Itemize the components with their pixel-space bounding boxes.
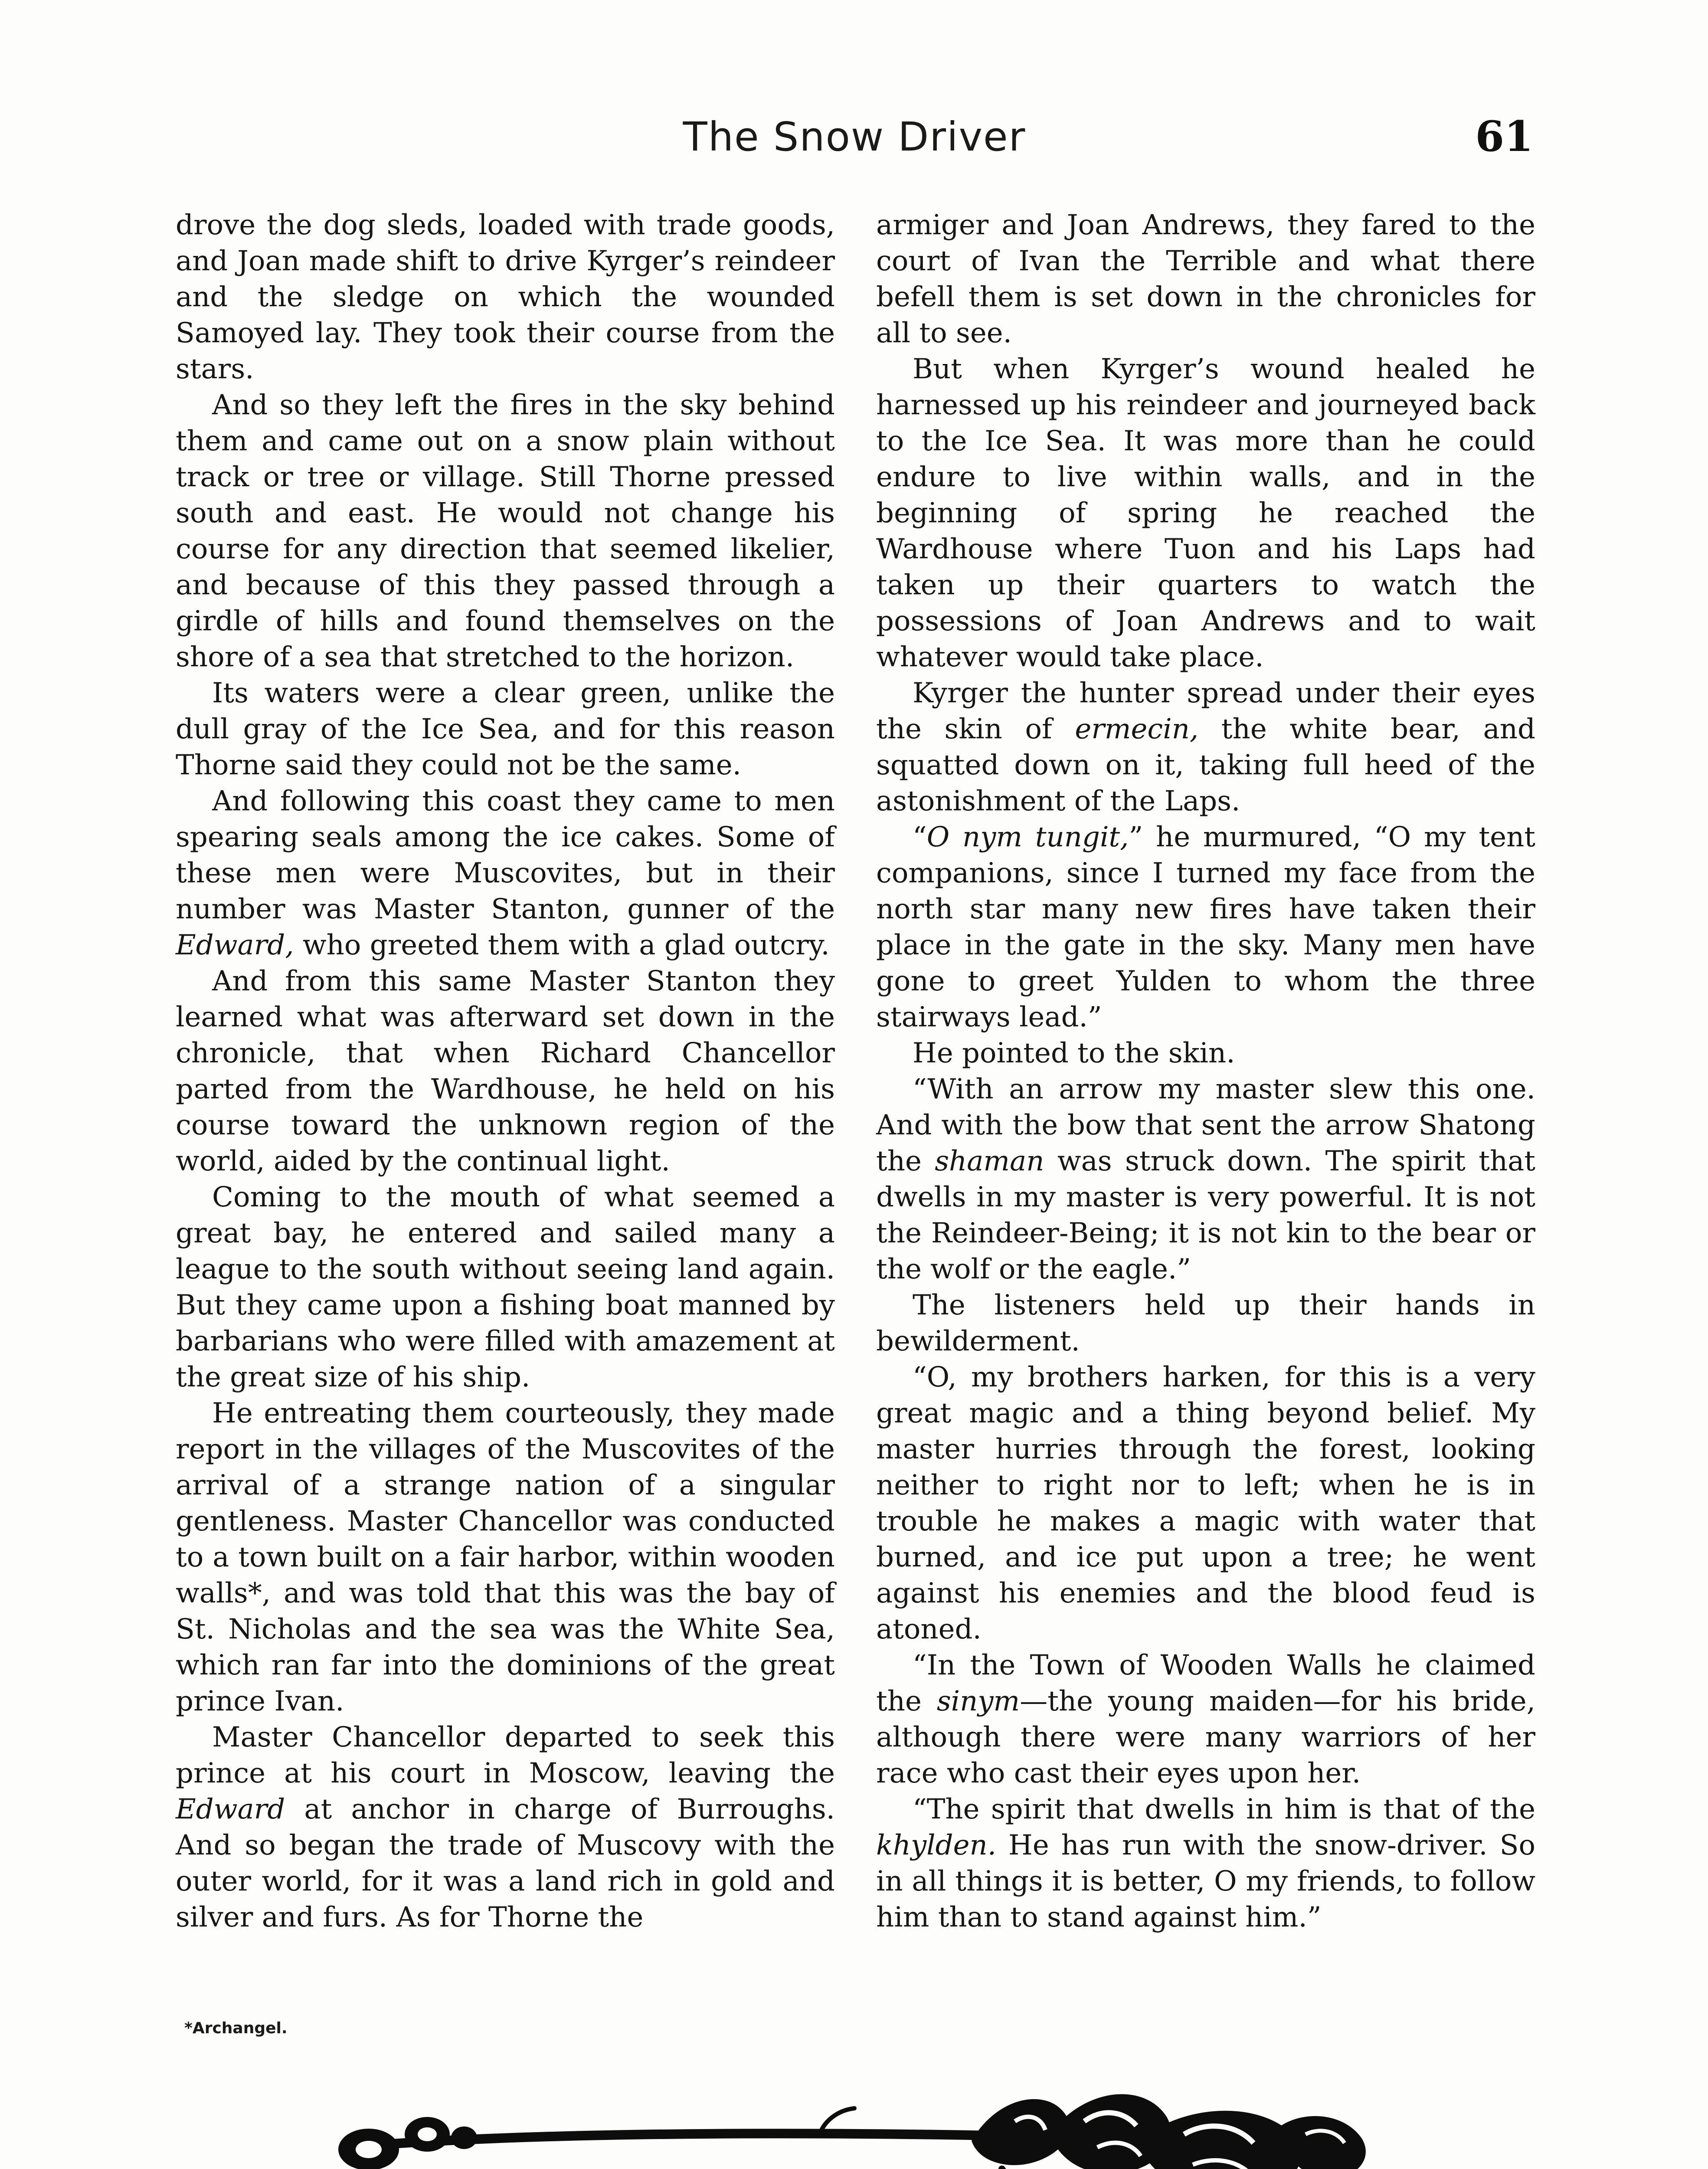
- paragraph: And so they left the fires in the sky behind them and came out on a snow plain without track or tree or village. Still Thorne pressed south and east. He would not change his course for any direction that seemed likelier, and because of this they passed through a girdle of hills and found themselves on the shore of a sea that stretched to the horizon.: [176, 389, 835, 673]
- paragraph: Its waters were a clear green, unlike the dull gray of the Ice Sea, and for this reason Thorne said they could not be the same.: [176, 677, 835, 781]
- paragraph: He entreating them courteously, they made report in the villages of the Muscovites of the arrival of a strange nation of a singular gentleness. Master Chancellor was conducted to a town built on a fair harbor, within wooden walls*, and was told that this was the bay of St. Nicholas and the sea was the White Sea, which ran far into the dominions of the great prince Ivan.: [176, 1397, 835, 1717]
- paragraph: drove the dog sleds, loaded with trade goods, and Joan made shift to drive Kyrger’s reindeer and the sledge on which the wounded Samoyed lay. They took their course from the stars.: [176, 209, 835, 385]
- page-header: [176, 114, 1533, 170]
- right-column: [876, 207, 1535, 1936]
- paragraph: Kyrger the hunter spread under their eyes the skin of ermecin, the white bear, and squatted down on it, taking full heed of the astonishment of the Laps.: [876, 677, 1536, 817]
- footnote: *Archangel.: [184, 2019, 288, 2037]
- branch-ornament-icon: [321, 2069, 1397, 2169]
- paragraph: The listeners held up their hands in bewilderment.: [876, 1289, 1535, 1357]
- paragraph: “In the Town of Wooden Walls he claimed the sinym—the young maiden—for his bride, although there were many warriors of her race who cast their eyes upon her.: [876, 1649, 1536, 1789]
- left-column: [176, 207, 835, 1936]
- page-number: 61: [1475, 112, 1533, 161]
- paragraph: Coming to the mouth of what seemed a great bay, he entered and sailed many a league to the south without seeing land again. But they came upon a fishing boat manned by barbarians who were filled with amazement at the great size of his ship.: [176, 1181, 835, 1393]
- paragraph: “With an arrow my master slew this one. And with the bow that sent the arrow Shatong the shaman was struck down. The spirit that dwells in my master is very powerful. It is not the Reindeer-Being; it is not kin to the bear or the wolf or the eagle.”: [876, 1073, 1535, 1285]
- paragraph: “O, my brothers harken, for this is a very great magic and a thing beyond belief. My master hurries through the forest, looking neither to right nor to left; when he is in trouble he makes a magic with water that burned, and ice put upon a tree; he went against his enemies and the blood feud is atoned.: [876, 1361, 1535, 1645]
- paragraph: armiger and Joan Andrews, they fared to the court of Ivan the Terrible and what there befell them is set down in the chronicles for all to see.: [876, 209, 1535, 349]
- paragraph: And from this same Master Stanton they learned what was afterward set down in the chronicle, that when Richard Chancellor parted from the Wardhouse, he held on his course toward the unknown region of the world, aided by the continual light.: [176, 965, 835, 1177]
- paragraph: “O nym tungit,” he murmured, “O my tent companions, since I turned my face from the north star many new fires have taken their place in the gate in the sky. Many men have gone to greet Yulden to whom the three stairways lead.”: [876, 821, 1536, 1033]
- paragraph: “The spirit that dwells in him is that of the khylden. He has run with the snow-driver. So in all things it is better, O my friends, to follow him than to stand against him.”: [876, 1793, 1536, 1933]
- running-title: The Snow Driver: [683, 114, 1026, 160]
- paragraph: He pointed to the skin.: [913, 1037, 1235, 1069]
- paragraph: Master Chancellor departed to seek this prince at his court in Moscow, leaving the Edward at anchor in charge of Burroughs. And so began the trade of Muscovy with the outer world, for it was a land rich in gold and silver and furs. As for Thorne the: [176, 1721, 835, 1933]
- paragraph: And following this coast they came to men spearing seals among the ice cakes. Some of these men were Muscovites, but in their number was Master Stanton, gunner of the Edward, who greeted them with a glad outcry.: [176, 785, 835, 961]
- paragraph: But when Kyrger’s wound healed he harnessed up his reindeer and journeyed back to the Ice Sea. It was more than he could endure to live within walls, and in the beginning of spring he reached the Wardhouse where Tuon and his Laps had taken up their quarters to watch the possessions of Joan Andrews and to wait whatever would take place.: [876, 353, 1535, 673]
